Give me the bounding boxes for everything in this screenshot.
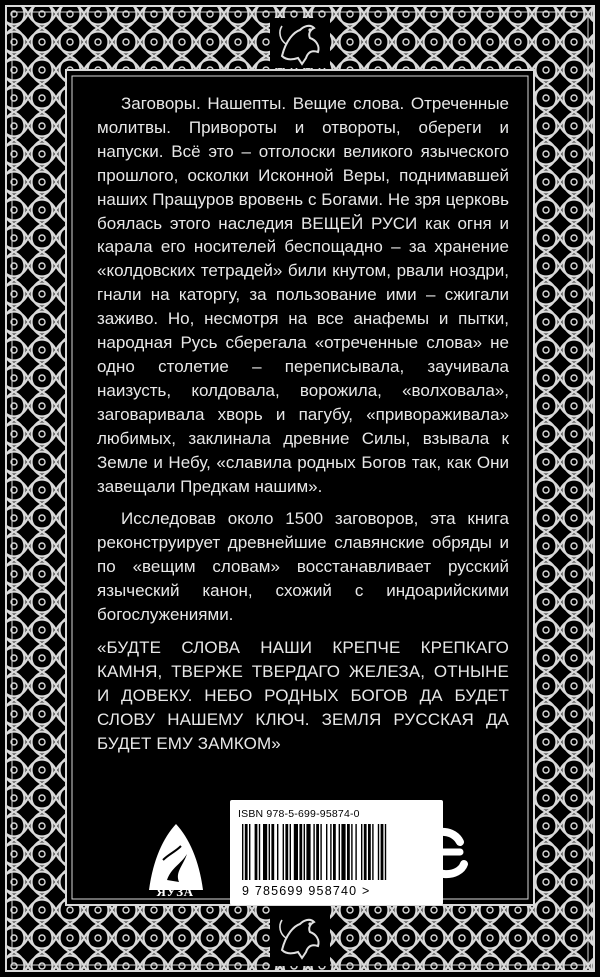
barcode-box bbox=[230, 800, 443, 905]
annotation-text bbox=[97, 92, 509, 765]
bird-emblem-icon bbox=[272, 18, 328, 70]
barcode-digits: 9 785699 958740 > bbox=[242, 884, 371, 898]
yauza-label: ЯУЗА bbox=[156, 884, 194, 899]
annotation-paragraph: Заговоры. Нашепты. Вещие слова. Отреченные молитвы. Привороты и отвороты, обереги и напуски. Всё это – отголоски великого языческого прошлого, осколки Исконной Веры, поднимавшей наших Пращуров вровень с Богами. Не зря церковь боялась этого наследия ВЕЩЕЙ РУСИ как огня и карала его носителей беспощадно – за хранение «колдовских тетрадей» били кнутом, рвали ноздри, гнали на каторгу, за пользование ими – сжигали заживо. Но, несмотря на все анафемы и пытки, народная Русь сберегала «отреченные слова» не одно столетие – переписывала, заучивала наизусть, колдовала, ворожила, «волховала», заговаривала хворь и пагубу, «привораживала» любимых, заклинала древние Силы, взывала к Земле и Небу, «славила родных Богов так, как Они завещали Предкам нашим». bbox=[97, 94, 509, 496]
eksmo-e-icon bbox=[414, 822, 474, 882]
isbn-text: ISBN 978-5-699-95874-0 bbox=[238, 808, 360, 820]
barcode-icon bbox=[240, 824, 433, 882]
quote-paragraph: «БУДТЕ СЛОВА НАШИ КРЕПЧЕ КРЕПКАГО КАМНЯ, ТВЕРЖЕ ТВЕРДАГО ЖЕЛЕЗА, ОТНЫНЕ И ДОВЕКУ. НЕБО РОДНЫХ БОГОВ ДА БУДЕТ СЛОВУ НАШЕМУ КЛЮЧ. ЗЕМЛЯ РУССКАЯ ДА БУДЕТ ЕМУ ЗАМКОМ» bbox=[97, 637, 509, 753]
annotation-paragraph: Исследовав около 1500 заговоров, эта книга реконструирует древнейшие славянские обряды и по «вещим словам» восстанавливает русский языческий канон, схожий с индоарийскими богослужениями. bbox=[97, 509, 509, 625]
bird-emblem-icon bbox=[272, 912, 328, 964]
